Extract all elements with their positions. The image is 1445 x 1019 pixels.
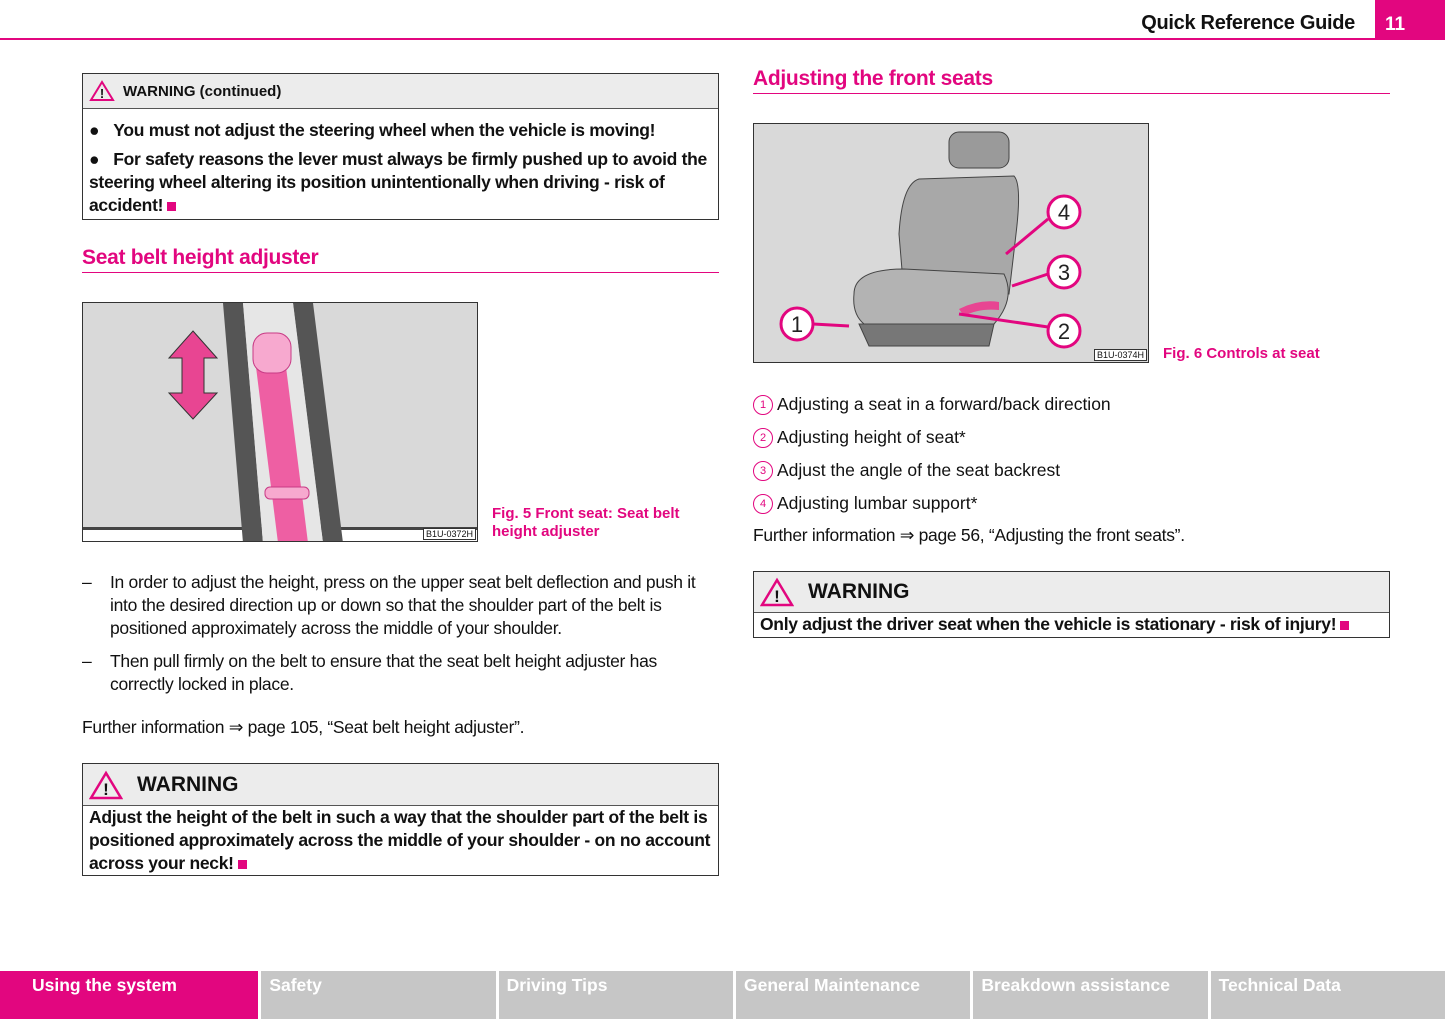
warning-header	[83, 764, 718, 806]
figure-seat	[753, 123, 1149, 363]
header-rule	[0, 38, 1445, 40]
item-text: Adjusting a seat in a forward/back direction	[777, 394, 1111, 414]
list-item	[753, 421, 1390, 454]
warning-triangle-icon	[89, 80, 115, 102]
header-title: Quick Reference Guide	[1141, 12, 1355, 34]
warning-title: WARNING	[137, 772, 239, 796]
svg-text:!: !	[103, 779, 109, 799]
warning-triangle-icon	[89, 770, 123, 800]
svg-text:!: !	[99, 86, 105, 101]
seatbelt-steps: – In order to adjust the height, press on the upper seat belt deflection and push it into the desired direction up or down so that the shoulder part of the belt is positioned approximately across the middle of your shoulder. – Then pull firmly on the belt to ensure that the seat belt height adjuster has correctly locked in place.	[82, 571, 719, 696]
number-circle-icon: 4	[753, 494, 773, 514]
figure-caption: Fig. 5 Front seat: Seat belt height adjuster	[492, 505, 680, 540]
warning-text: Only adjust the driver seat when the vehicle is stationary - risk of injury!	[760, 614, 1337, 634]
number-circle-icon: 2	[753, 428, 773, 448]
warning-title: WARNING (continued)	[123, 82, 282, 100]
figure-seatbelt	[82, 302, 478, 542]
svg-text:1: 1	[790, 312, 804, 337]
end-marker-icon	[167, 202, 176, 211]
warning-bullet: You must not adjust the steering wheel when the vehicle is moving!	[113, 120, 656, 140]
warning-triangle-icon	[760, 577, 794, 607]
svg-text:!: !	[774, 587, 780, 606]
warning-bullet: For safety reasons the lever must always be firmly pushed up to avoid the steering wheel altering its position unintentionally when driving - risk of accident!	[89, 149, 707, 215]
section-heading-seatbelt: Seat belt height adjuster	[82, 246, 719, 273]
item-text: Adjusting lumbar support*	[777, 493, 978, 513]
warning-continued-box: ! WARNING (continued) ● You must not adjust the steering wheel when the vehicle is moving! ● For safety reasons the lever must always be firmly pushed up to avoid the steering wheel altering its position unintentionally when driving - risk of accident!	[82, 73, 719, 220]
step-text: Then pull firmly on the belt to ensure that the seat belt height adjuster has correctly locked in place.	[110, 651, 657, 694]
seat-illustration	[754, 124, 1149, 363]
number-circle-icon: 1	[753, 395, 773, 415]
list-item	[753, 388, 1390, 421]
figure-code: B1U-0374H	[1094, 349, 1147, 361]
warning-text: Adjust the height of the belt in such a way that the shoulder part of the belt is positioned approximately across the middle of your shoulder - on no account across your neck!	[89, 807, 711, 873]
further-info-link[interactable]: Further information ⇒ page 56, “Adjusting the front seats”.	[753, 525, 1185, 545]
list-item	[753, 454, 1390, 487]
svg-text:2: 2	[1057, 319, 1071, 344]
end-marker-icon	[1340, 621, 1349, 630]
step-text: In order to adjust the height, press on the upper seat belt deflection and push it into the desired direction up or down so that the shoulder part of the belt is positioned approximately across the middle of your shoulder.	[110, 572, 696, 638]
item-text: Adjust the angle of the seat backrest	[777, 460, 1061, 480]
tab-safety[interactable]: Safety	[261, 971, 495, 1019]
tab-technical-data[interactable]: Technical Data	[1211, 971, 1445, 1019]
svg-text:3: 3	[1057, 260, 1071, 285]
footer-nav	[0, 971, 1445, 1019]
page-number: 11	[1375, 0, 1445, 40]
warning-title: WARNING	[808, 580, 910, 603]
item-text: Adjusting height of seat*	[777, 427, 966, 447]
tab-breakdown-assistance[interactable]: Breakdown assistance	[973, 971, 1207, 1019]
warning-header	[754, 572, 1389, 613]
tab-general-maintenance[interactable]: General Maintenance	[736, 971, 970, 1019]
seatbelt-illustration	[83, 303, 478, 542]
number-circle-icon: 3	[753, 461, 773, 481]
controls-list	[753, 388, 1390, 547]
warning-header	[83, 74, 718, 109]
tab-using-the-system[interactable]: Using the system	[0, 971, 258, 1019]
tab-driving-tips[interactable]: Driving Tips	[499, 971, 733, 1019]
section-heading-frontseats: Adjusting the front seats	[753, 67, 1390, 94]
figure-caption: Fig. 6 Controls at seat	[1163, 345, 1320, 362]
warning-box-frontseats	[753, 571, 1390, 638]
end-marker-icon	[238, 860, 247, 869]
svg-text:4: 4	[1057, 200, 1071, 225]
figure-code: B1U-0372H	[423, 528, 476, 540]
warning-box-seatbelt	[82, 763, 719, 876]
list-item	[753, 487, 1390, 520]
further-info-link[interactable]: Further information ⇒ page 105, “Seat belt height adjuster”.	[82, 717, 525, 737]
